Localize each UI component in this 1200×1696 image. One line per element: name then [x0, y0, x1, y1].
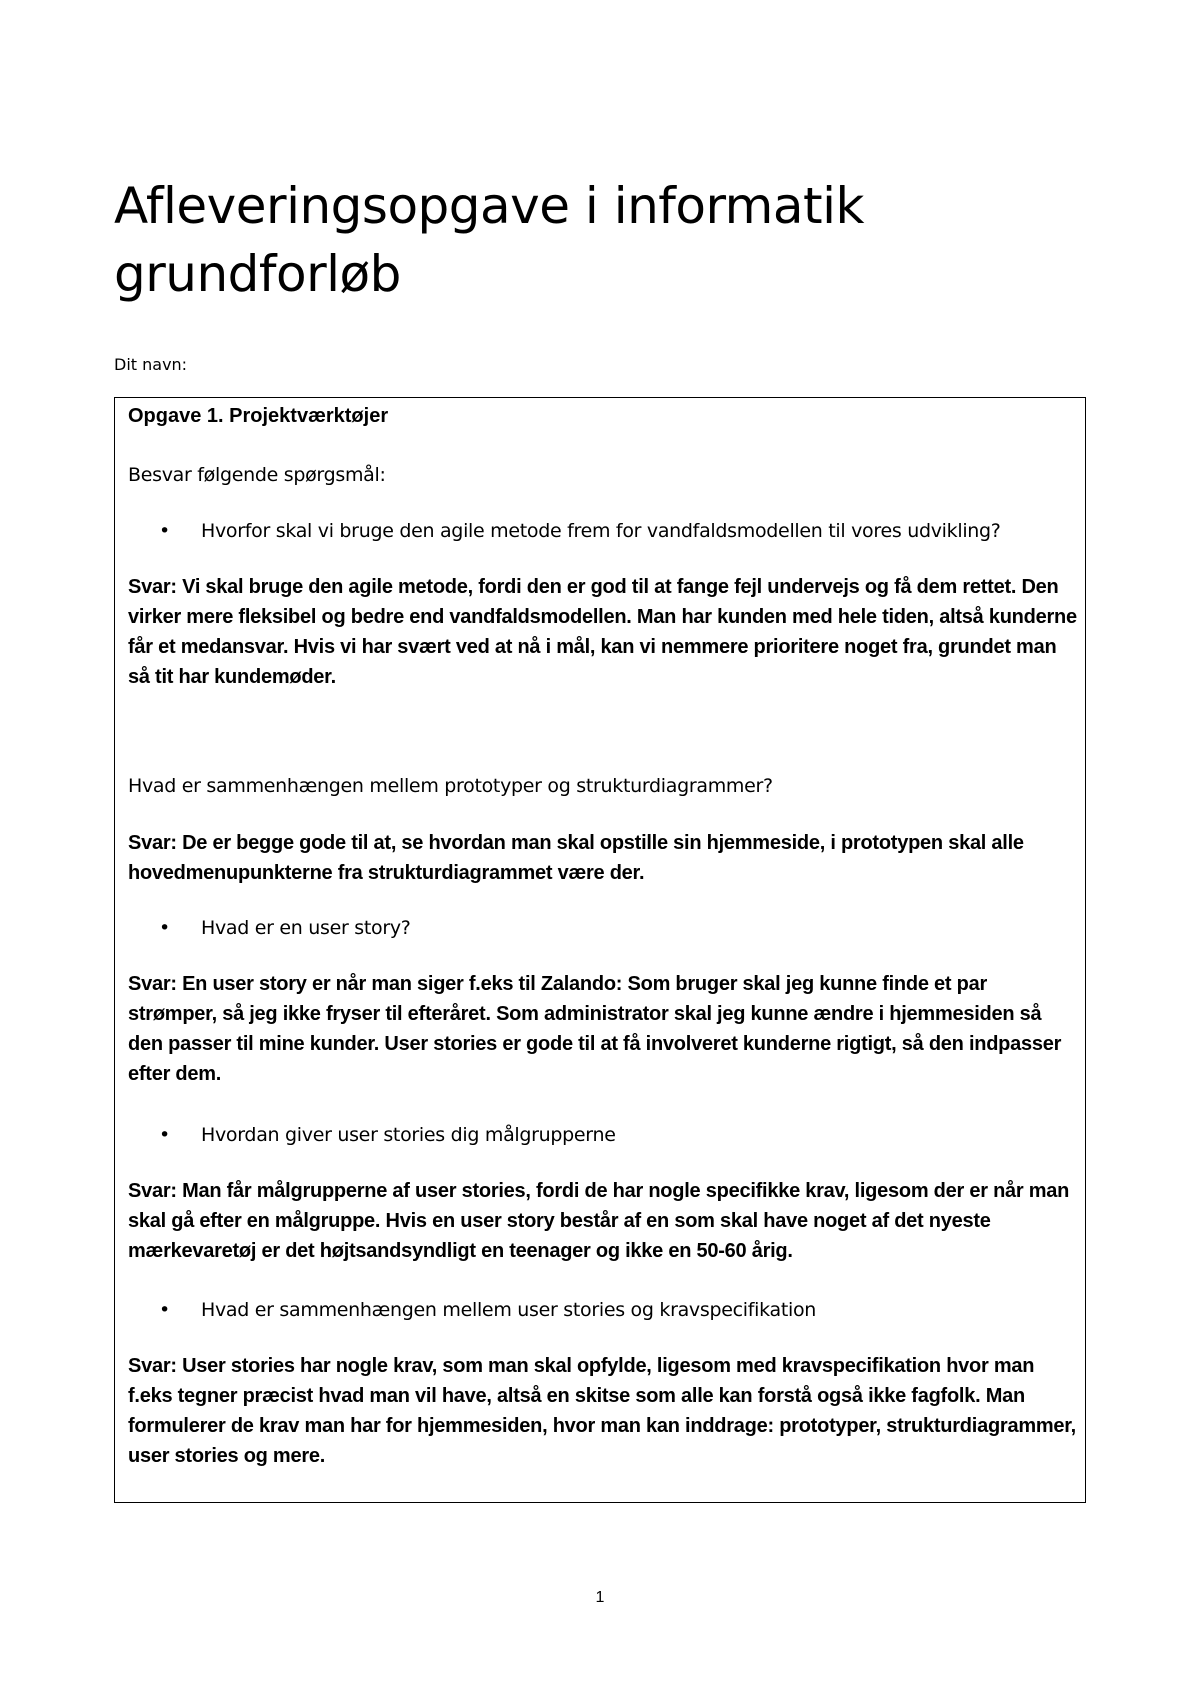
answer-4: Svar: Man får målgrupperne af user stories, fordi de har nogle specifikke krav, ligesom der er når man skal gå efter en målgruppe. Hvis en user story består af en som skal have noget af det nyeste mærkevaretøj er det højtsandsyndligt en teenager og ikke en 50-60 årig.	[128, 1180, 1070, 1262]
bullet-icon: •	[159, 1124, 170, 1146]
answer-5: Svar: User stories har nogle krav, som man skal opfylde, ligesom med kravspecifikation hvor man f.eks tegner præcist hvad man vil have, altså en skitse som alle kan forstå også ikke fagfolk. Man formulerer de krav man har for hjemmesiden, hvor man kan inddrage: prototyper, strukturdiagrammer, user stories og mere.	[128, 1355, 1076, 1467]
bullet-icon: •	[159, 1299, 170, 1321]
question-text: Hvorfor skal vi bruge den agile metode frem for vandfaldsmodellen til vores udvikling?	[201, 520, 1001, 542]
bullet-icon: •	[159, 917, 170, 939]
question-2: Hvad er sammenhængen mellem prototyper og strukturdiagrammer?	[128, 775, 773, 797]
task-intro: Besvar følgende spørgsmål:	[128, 464, 386, 486]
bullet-icon: •	[159, 520, 170, 542]
question-text: Hvad er sammenhængen mellem user stories og kravspecifikation	[201, 1299, 817, 1321]
question-3	[159, 913, 1069, 943]
task-box	[114, 397, 1086, 1503]
answer-2: Svar: De er begge gode til at, se hvordan man skal opstille sin hjemmeside, i prototypen skal alle hovedmenupunkterne fra strukturdiagrammet være der.	[128, 832, 1024, 884]
question-text: Hvordan giver user stories dig målgrupperne	[201, 1124, 616, 1146]
question-1	[159, 516, 1069, 546]
answer-3: Svar: En user story er når man siger f.eks til Zalando: Som bruger skal jeg kunne finde et par strømper, så jeg ikke fryser til efteråret. Som administrator skal jeg kunne ændre i hjemmesiden så den passer til mine kunder. User stories er gode til at få involveret kunderne rigtigt, så den indpasser efter dem.	[128, 973, 1062, 1085]
question-5	[159, 1295, 1069, 1325]
task-heading: Opgave 1. Projektværktøjer	[128, 405, 389, 427]
question-4	[159, 1120, 1069, 1150]
answer-1: Svar: Vi skal bruge den agile metode, fordi den er god til at fange fejl undervejs og få dem rettet. Den virker mere fleksibel og bedre end vandfaldsmodellen. Man har kunden med hele tiden, altså kunderne får et medansvar. Hvis vi har svært ved at nå i mål, kan vi nemmere prioritere noget fra, grundet man så tit har kundemøder.	[128, 576, 1077, 688]
question-text: Hvad er en user story?	[201, 917, 411, 939]
page-number: 1	[595, 1589, 605, 1606]
document-title: Afleveringsopgave i informatik grundforløb	[114, 177, 864, 303]
name-label: Dit navn:	[114, 355, 188, 374]
